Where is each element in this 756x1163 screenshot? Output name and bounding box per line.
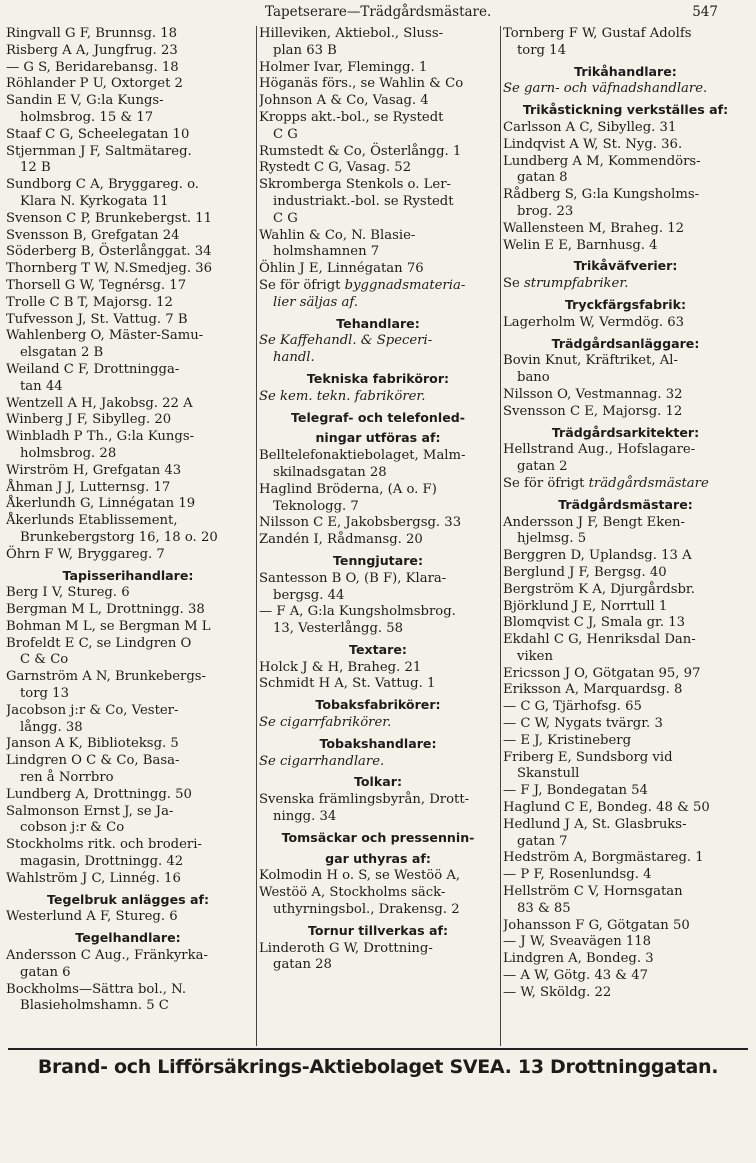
listing-entry: Skromberga Stenkols o. Ler- — [259, 177, 451, 193]
listing-entry: — E J, Kristineberg — [503, 732, 632, 748]
listing-entry: Salmonson Ernst J, se Ja- — [6, 803, 174, 819]
section-heading: Telegraf- och telefonled- — [291, 409, 465, 425]
listing-entry: Hedlund J A, St. Glasbruks- — [503, 816, 687, 832]
listing-entry: Hilleviken, Aktiebol., Sluss- — [259, 26, 444, 41]
listing-entry: Bergström K A, Djurgårdsbr. — [503, 581, 695, 597]
listing-entry: — G S, Beridarebansg. 18 — [6, 59, 179, 75]
listing-entry: Ekdahl C G, Henriksdal Dan- — [503, 632, 696, 648]
listing-entry: Björklund J E, Norrtull 1 — [503, 598, 668, 614]
listing-entry: Carlsson A C, Sibylleg. 31 — [503, 119, 677, 135]
section-heading: Tornur tillverkas af: — [307, 922, 448, 938]
listing-entry: Friberg E, Sundsborg vid — [503, 749, 673, 765]
listing-continuation: magasin, Drottningg. 42 — [20, 854, 184, 870]
section-heading: Tehandlare: — [336, 315, 420, 331]
listing-entry: Linderoth G W, Drottning- — [259, 940, 433, 956]
listing-entry: Haglund C E, Bondeg. 48 & 50 — [503, 800, 710, 816]
listing-entry: Zandén I, Rådmansg. 20 — [259, 532, 423, 548]
listing-entry: Öhrn F W, Bryggareg. 7 — [6, 546, 165, 562]
listing-entry: Westöö A, Stockholms säck- — [259, 885, 446, 901]
listing-entry: Bohman M L, se Bergman M L — [6, 618, 211, 634]
listing-reference: lier säljas af. — [273, 294, 358, 310]
column-3 — [503, 26, 748, 1046]
listing-continuation: 12 B — [20, 160, 51, 176]
listing-entry: Åkerlunds Etablissement, — [6, 513, 178, 529]
listing-entry: Ericsson J O, Götgatan 95, 97 — [503, 665, 701, 681]
advertisement-footer: Brand- och Lifförsäkrings-Aktiebolaget SVEA. 13 Drottninggatan. — [37, 1056, 719, 1078]
listing-entry: Stockholms ritk. och broderi- — [6, 837, 202, 853]
listing-entry: — J W, Sveavägen 118 — [503, 934, 652, 950]
page-number: 547 — [692, 4, 718, 20]
listing-entry: Berglund J F, Bergsg. 40 — [503, 564, 667, 580]
listing-entry: Andersson C Aug., Fränkyrka- — [6, 948, 208, 964]
listing-entry: Se garn- och väfnadshandlare. — [503, 81, 708, 97]
listing-continuation: långg. 38 — [20, 719, 83, 735]
listing-entry: Hedström A, Borgmästareg. 1 — [503, 850, 704, 866]
listing-entry: Svensson B, Grefgatan 24 — [6, 227, 180, 243]
listing-continuation: Blasieholmshamn. 5 C — [20, 998, 169, 1014]
listing-continuation: hjelmsg. 5 — [517, 531, 587, 547]
listing-continuation: ningg. 34 — [273, 809, 337, 825]
listing-entry: Schmidt H A, St. Vattug. 1 — [259, 676, 436, 692]
listing-entry: Se kem. tekn. fabrikörer. — [259, 388, 426, 404]
listing-entry: Svenska främlingsbyrån, Drott- — [259, 792, 470, 808]
section-heading: Tomsäckar och pressennin- — [281, 829, 475, 845]
listing-entry: Svenson C P, Brunkebergst. 11 — [6, 210, 213, 226]
listing-continuation: uthyrningsbol., Drakensg. 2 — [273, 902, 460, 918]
listing-entry: — F J, Bondegatan 54 — [503, 783, 648, 799]
listing-entry: Nilsson C E, Jakobsbergsg. 33 — [259, 515, 462, 531]
column-divider-2 — [500, 26, 501, 1046]
listing-reference: trädgårdsmästare — [588, 475, 709, 491]
listing-entry: Blomqvist C J, Smala gr. 13 — [503, 615, 686, 631]
listing-entry: Höganäs förs., se Wahlin & Co — [259, 76, 464, 92]
listing-entry: Holmer Ivar, Flemingg. 1 — [259, 59, 428, 75]
listing-entry: Johansson F G, Götgatan 50 — [503, 917, 690, 933]
listing-continuation: holmshamnen 7 — [273, 244, 380, 260]
listing-continuation: bergsg. 44 — [273, 587, 345, 603]
listing-entry: Wahlenberg O, Mäster-Samu- — [6, 328, 204, 344]
listing-continuation: gatan 2 — [517, 459, 568, 475]
listing-entry: — C G, Tjärhofsg. 65 — [503, 699, 642, 715]
listing-entry: Bockholms—Sättra bol., N. — [6, 981, 187, 997]
section-heading: Trikåhandlare: — [574, 63, 677, 79]
footer-divider — [8, 1048, 748, 1050]
listing-entry: Rumstedt & Co, Österlångg. 1 — [259, 143, 462, 159]
listing-entry: Tufvesson J, St. Vattug. 7 B — [6, 311, 188, 327]
listing-entry: — A W, Götg. 43 & 47 — [503, 968, 649, 984]
listing-entry: Bovin Knut, Kräftriket, Al- — [503, 353, 678, 369]
listing-continuation: Brunkebergstorg 16, 18 o. 20 — [20, 529, 218, 545]
page-title: Tapetserare—Trädgårdsmästare. — [265, 4, 492, 20]
listing-entry: Westerlund A F, Stureg. 6 — [6, 909, 178, 925]
listing-entry: Winbladh P Th., G:la Kungs- — [6, 429, 195, 445]
listing-entry: Brofeldt E C, se Lindgren O — [6, 635, 192, 651]
section-heading: Tryckfärgsfabrik: — [564, 296, 687, 312]
listing-continuation: Skanstull — [517, 766, 580, 782]
listing-continuation: Teknologg. 7 — [273, 498, 359, 514]
listing-entry: Holck J & H, Braheg. 21 — [259, 659, 422, 675]
listing-entry: Wirström H, Grefgatan 43 — [6, 462, 182, 478]
section-heading: ningar utföras af: — [315, 430, 441, 446]
listing-entry: Kolmodin H o. S, se Westöö A, — [259, 868, 461, 884]
listing-entry: Winberg J F, Sibylleg. 20 — [6, 412, 172, 428]
listing-entry: Söderberg B, Österlånggat. 34 — [6, 244, 212, 260]
listing-entry — [503, 276, 748, 293]
section-heading: Tobaksfabrikörer: — [315, 697, 441, 713]
listing-entry: Åkerlundh G, Linnégatan 19 — [6, 496, 196, 512]
listing-entry: Lagerholm W, Vermdög. 63 — [503, 314, 685, 330]
listing-continuation: viken — [517, 648, 553, 664]
listing-entry: Lindgren O C & Co, Basa- — [6, 753, 180, 769]
listing-entry: Trolle C B T, Majorsg. 12 — [6, 294, 173, 310]
listing-entry: Lindgren A, Bondeg. 3 — [503, 951, 654, 967]
listing-text: Se — [503, 276, 525, 292]
listing-entry: Stjernman J F, Saltmätareg. — [6, 143, 192, 159]
listing-continuation: ren å Norrbro — [20, 770, 114, 786]
listing-entry: Hellström C V, Hornsgatan — [503, 884, 683, 900]
column-divider-1 — [256, 26, 257, 1046]
section-heading: Trikåstickning verkställes af: — [522, 102, 729, 118]
listing-entry: — F A, G:la Kungsholmsbrog. — [259, 604, 456, 620]
section-heading: Tolkar: — [353, 774, 402, 790]
directory-columns — [6, 26, 750, 1046]
listing-continuation: plan 63 B — [273, 42, 337, 58]
section-heading: gar uthyras af: — [325, 850, 431, 866]
listing-entry: Wahlström J C, Linnég. 16 — [6, 870, 181, 886]
listing-entry: Welin E E, Barnhusg. 4 — [503, 237, 658, 253]
listing-entry: — P F, Rosenlundsg. 4 — [503, 867, 652, 883]
listing-continuation: cobson j:r & Co — [20, 820, 125, 836]
listing-entry — [259, 278, 497, 295]
listing-entry: Santesson B O, (B F), Klara- — [259, 570, 447, 586]
column-1 — [6, 26, 250, 1046]
listing-entry: Wahlin & Co, N. Blasie- — [259, 227, 416, 243]
section-heading: Tapisserihandlare: — [62, 567, 194, 583]
section-heading: Tekniska fabriköror: — [306, 370, 450, 386]
listing-entry: Bergman M L, Drottningg. 38 — [6, 602, 205, 618]
listing-continuation: gatan 8 — [517, 170, 568, 186]
listing-entry: Wallensteen M, Braheg. 12 — [503, 220, 685, 236]
listing-text: Se för öfrigt — [259, 277, 345, 293]
listing-continuation: 83 & 85 — [517, 900, 571, 916]
listing-continuation: handl. — [273, 350, 315, 366]
listing-continuation: holmsbrog. 15 & 17 — [20, 109, 154, 125]
listing-entry: Lindqvist A W, St. Nyg. 36. — [503, 136, 683, 152]
listing-entry: Garnström A N, Brunkebergs- — [6, 669, 206, 685]
listing-entry: Rådberg S, G:la Kungsholms- — [503, 187, 700, 203]
listing-entry: Tornberg F W, Gustaf Adolfs — [503, 26, 692, 41]
listing-continuation: gatan 6 — [20, 964, 71, 980]
listing-entry: Sundborg C A, Bryggareg. o. — [6, 177, 199, 193]
listing-continuation: bano — [517, 370, 550, 386]
listing-entry: Weiland C F, Drottningga- — [6, 361, 180, 377]
listing-entry: Kropps akt.-bol., se Rystedt — [259, 109, 444, 125]
listing-continuation: skilnadsgatan 28 — [273, 464, 387, 480]
section-heading: Tegelbruk anlägges af: — [46, 891, 210, 907]
listing-entry: Lundberg A M, Kommendörs- — [503, 153, 701, 169]
listing-continuation: tan 44 — [20, 378, 63, 394]
listing-entry: Svensson C E, Majorsg. 12 — [503, 403, 683, 419]
listing-continuation — [259, 295, 497, 312]
listing-entry: Se cigarrfabrikörer. — [259, 715, 392, 731]
listing-entry: Haglind Bröderna, (A o. F) — [259, 481, 437, 497]
listing-entry: Andersson J F, Bengt Eken- — [503, 514, 685, 530]
listing-entry: Thornberg T W, N.Smedjeg. 36 — [6, 261, 213, 277]
listing-continuation: Klara N. Kyrkogata 11 — [20, 193, 169, 209]
listing-entry: Eriksson A, Marquardsg. 8 — [503, 682, 683, 698]
listing-continuation: gatan 28 — [273, 957, 332, 973]
listing-entry: Röhlander P U, Oxtorget 2 — [6, 76, 183, 92]
listing-entry: Ringvall G F, Brunnsg. 18 — [6, 26, 178, 41]
section-heading: Trikåväfverier: — [573, 258, 678, 274]
listing-entry: Janson A K, Biblioteksg. 5 — [6, 736, 179, 752]
listing-reference: strumpfabriker. — [524, 276, 629, 292]
listing-entry: Belltelefonaktiebolaget, Malm- — [259, 448, 466, 464]
section-heading: Textare: — [349, 641, 407, 657]
section-heading: Tenngjutare: — [333, 552, 423, 568]
listing-entry: Öhlin J E, Linnégatan 76 — [259, 261, 424, 277]
section-heading: Trädgårdsarkitekter: — [551, 424, 700, 440]
listing-entry: Hellstrand Aug., Hofslagare- — [503, 442, 696, 458]
listing-entry: Berg I V, Stureg. 6 — [6, 585, 130, 601]
listing-continuation: brog. 23 — [517, 203, 574, 219]
listing-continuation: torg 13 — [20, 686, 69, 702]
listing-entry: Thorsell G W, Tegnérsg. 17 — [6, 277, 187, 293]
listing-entry: — C W, Nygats tvärgr. 3 — [503, 716, 663, 732]
listing-entry: Berggren D, Uplandsg. 13 A — [503, 548, 692, 564]
page-header — [0, 4, 756, 26]
listing-continuation: C G — [273, 210, 298, 226]
listing-continuation: 13, Vesterlångg. 58 — [273, 621, 404, 637]
listing-entry: — W, Sköldg. 22 — [503, 984, 612, 1000]
section-heading: Tobakshandlare: — [319, 735, 437, 751]
listing-entry: Staaf C G, Scheelegatan 10 — [6, 126, 190, 142]
listing-entry: Se cigarrhandlare. — [259, 753, 385, 769]
listing-entry: Wentzell A H, Jakobsg. 22 A — [6, 395, 193, 411]
listing-entry: Lundberg A, Drottningg. 50 — [6, 786, 192, 802]
listing-continuation: elsgatan 2 B — [20, 345, 104, 361]
column-2 — [259, 26, 497, 1046]
listing-entry: Sandin E V, G:la Kungs- — [6, 93, 164, 109]
listing-entry: Johnson A & Co, Vasag. 4 — [259, 93, 429, 109]
section-heading: Trädgårdsmästare: — [558, 496, 693, 512]
listing-continuation: gatan 7 — [517, 833, 568, 849]
listing-entry: Rystedt C G, Vasag. 52 — [259, 160, 412, 176]
listing-entry — [503, 476, 748, 493]
listing-text: Se för öfrigt — [503, 475, 589, 491]
listing-entry: Åhman J J, Lutternsg. 17 — [6, 479, 171, 495]
section-heading: Trädgårdsanläggare: — [551, 335, 700, 351]
section-heading: Tegelhandlare: — [75, 930, 181, 946]
listing-continuation: industriakt.-bol. se Rystedt — [273, 193, 454, 209]
listing-continuation: torg 14 — [517, 42, 566, 58]
listing-entry: Se Kaffehandl. & Speceri- — [259, 333, 433, 349]
listing-continuation: C G — [273, 126, 298, 142]
listing-entry: Nilsson O, Vestmannag. 32 — [503, 386, 683, 402]
listing-continuation: C & Co — [20, 652, 69, 668]
listing-continuation: holmsbrog. 28 — [20, 445, 117, 461]
listing-entry: Risberg A A, Jungfrug. 23 — [6, 42, 178, 58]
listing-reference: byggnadsmateria- — [344, 277, 466, 293]
listing-entry: Jacobson j:r & Co, Vester- — [6, 702, 179, 718]
